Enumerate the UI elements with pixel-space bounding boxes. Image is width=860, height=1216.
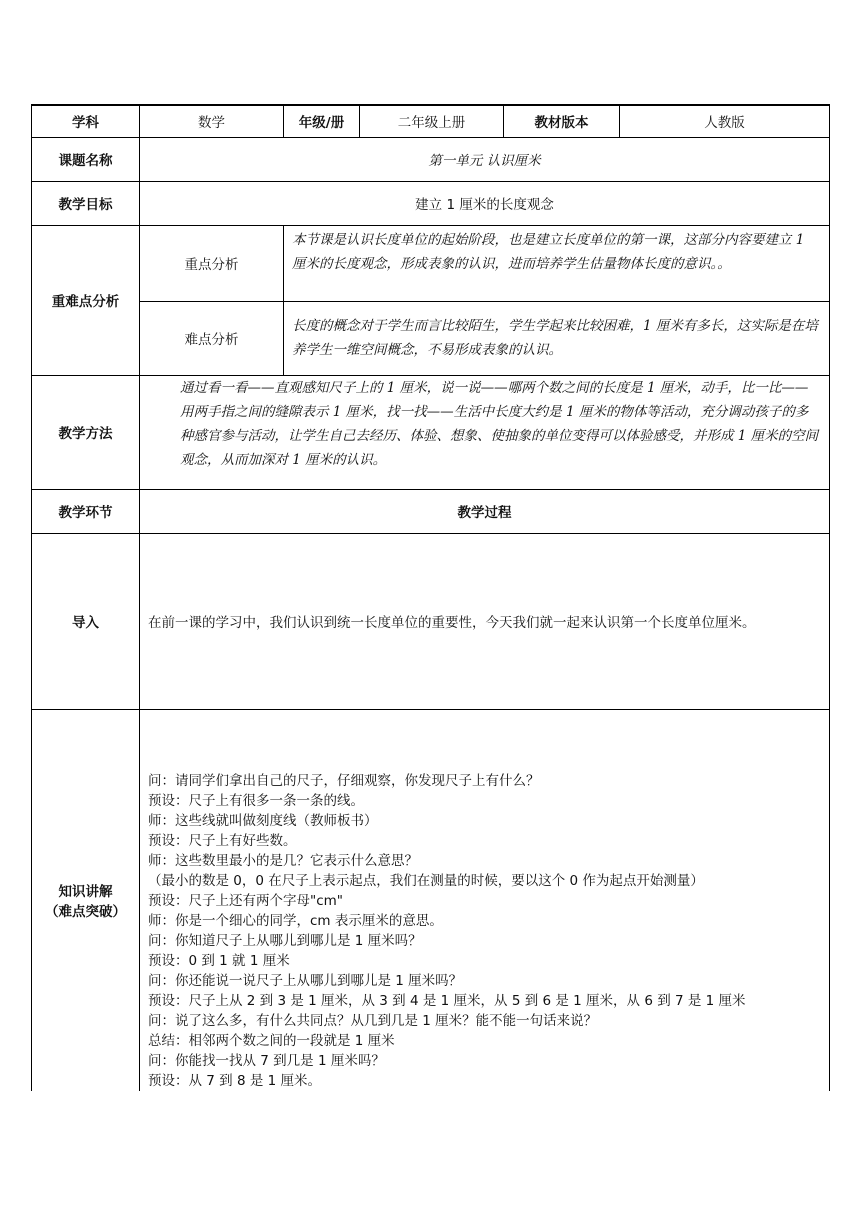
method-row bbox=[32, 375, 830, 489]
grade-label: 年级/册 bbox=[284, 105, 360, 137]
difficult-analysis-text: 长度的概念对于学生而言比较陌生，学生学起来比较困难，1 厘米有多长，这实际是在培养学生一维空间概念，不易形成表象的认识。 bbox=[284, 301, 830, 375]
lesson-title-value: 第一单元 认识厘米 bbox=[140, 137, 830, 181]
lesson-plan-table bbox=[31, 104, 830, 1091]
key-analysis-row bbox=[32, 225, 830, 301]
goal-value: 建立 1 厘米的长度观念 bbox=[140, 181, 830, 225]
lesson-title-row bbox=[32, 137, 830, 181]
knowledge-line: 问：说了这么多，有什么共同点？从几到几是 1 厘米？能不能一句话来说？ bbox=[148, 1013, 598, 1029]
intro-row bbox=[32, 533, 830, 709]
knowledge-line: 问：你能找一找从 7 到几是 1 厘米吗？ bbox=[148, 1053, 385, 1069]
knowledge-line: 师：这些数里最小的是几？它表示什么意思？ bbox=[148, 853, 418, 869]
knowledge-content bbox=[140, 709, 830, 1091]
key-analysis-label: 重点分析 bbox=[140, 225, 284, 301]
subject-value: 数学 bbox=[140, 105, 284, 137]
stage-header-row bbox=[32, 489, 830, 533]
stage-header-label: 教学环节 bbox=[32, 489, 140, 533]
knowledge-line: 预设：尺子上还有两个字母"cm" bbox=[148, 893, 343, 909]
header-row bbox=[32, 105, 830, 137]
knowledge-line: （最小的数是 0，0 在尺子上表示起点，我们在测量的时候，要以这个 0 作为起点开始测量） bbox=[148, 873, 704, 889]
method-label: 教学方法 bbox=[32, 375, 140, 489]
knowledge-line: 预设：0 到 1 就 1 厘米 bbox=[148, 953, 290, 969]
key-analysis-text: 本节课是认识长度单位的起始阶段，也是建立长度单位的第一课，这部分内容要建立 1 厘米的长度观念，形成表象的认识，进而培养学生估量物体长度的意识。。 bbox=[284, 225, 830, 301]
knowledge-line: 问：你知道尺子上从哪儿到哪儿是 1 厘米吗？ bbox=[148, 933, 422, 949]
knowledge-line: 预设：尺子上有很多一条一条的线。 bbox=[148, 793, 364, 809]
knowledge-line: 问：请同学们拿出自己的尺子，仔细观察，你发现尺子上有什么？ bbox=[148, 773, 540, 789]
difficult-analysis-row bbox=[32, 301, 830, 375]
intro-text: 在前一课的学习中，我们认识到统一长度单位的重要性，今天我们就一起来认识第一个长度单位厘米。 bbox=[140, 533, 830, 709]
goal-label: 教学目标 bbox=[32, 181, 140, 225]
knowledge-line: 预设：尺子上从 2 到 3 是 1 厘米，从 3 到 4 是 1 厘米，从 5 到 6 是 1 厘米，从 6 到 7 是 1 厘米 bbox=[148, 993, 746, 1009]
intro-label: 导入 bbox=[32, 533, 140, 709]
edition-label: 教材版本 bbox=[504, 105, 620, 137]
knowledge-label-line1: 知识讲解 bbox=[58, 884, 113, 901]
knowledge-lines bbox=[148, 771, 827, 1091]
analysis-label: 重难点分析 bbox=[32, 225, 140, 375]
knowledge-line: 预设：尺子上有好些数。 bbox=[148, 833, 297, 849]
knowledge-line: 师：这些线就叫做刻度线（教师板书） bbox=[148, 813, 378, 829]
method-text: 通过看一看——直观感知尺子上的 1 厘米，说一说——哪两个数之间的长度是 1 厘米，动手，比一比——用两手指之间的缝隙表示 1 厘米，找一找——生活中长度大约是 1 厘米的物体等活动，充分调动孩子的多种感官参与活动，让学生自己去经历、体验、想象、使抽象的单位变得可以体验感受，并形成 1 厘米的空间观念，从而加深对 1 厘米的认识。 bbox=[140, 375, 830, 489]
knowledge-line: 问：你还能说一说尺子上从哪儿到哪儿是 1 厘米吗？ bbox=[148, 973, 463, 989]
stage-header-value: 教学过程 bbox=[140, 489, 830, 533]
knowledge-line: 总结：相邻两个数之间的一段就是 1 厘米 bbox=[148, 1033, 395, 1049]
grade-value: 二年级上册 bbox=[360, 105, 504, 137]
goal-row bbox=[32, 181, 830, 225]
edition-value: 人教版 bbox=[620, 105, 830, 137]
knowledge-label bbox=[32, 709, 140, 1091]
knowledge-line: 师：你是一个细心的同学，cm 表示厘米的意思。 bbox=[148, 913, 443, 929]
knowledge-line: 预设：从 7 到 8 是 1 厘米。 bbox=[148, 1073, 322, 1089]
subject-label: 学科 bbox=[32, 105, 140, 137]
knowledge-row bbox=[32, 709, 830, 1091]
lesson-title-label: 课题名称 bbox=[32, 137, 140, 181]
difficult-analysis-label: 难点分析 bbox=[140, 301, 284, 375]
knowledge-label-line2: （难点突破） bbox=[45, 904, 126, 921]
